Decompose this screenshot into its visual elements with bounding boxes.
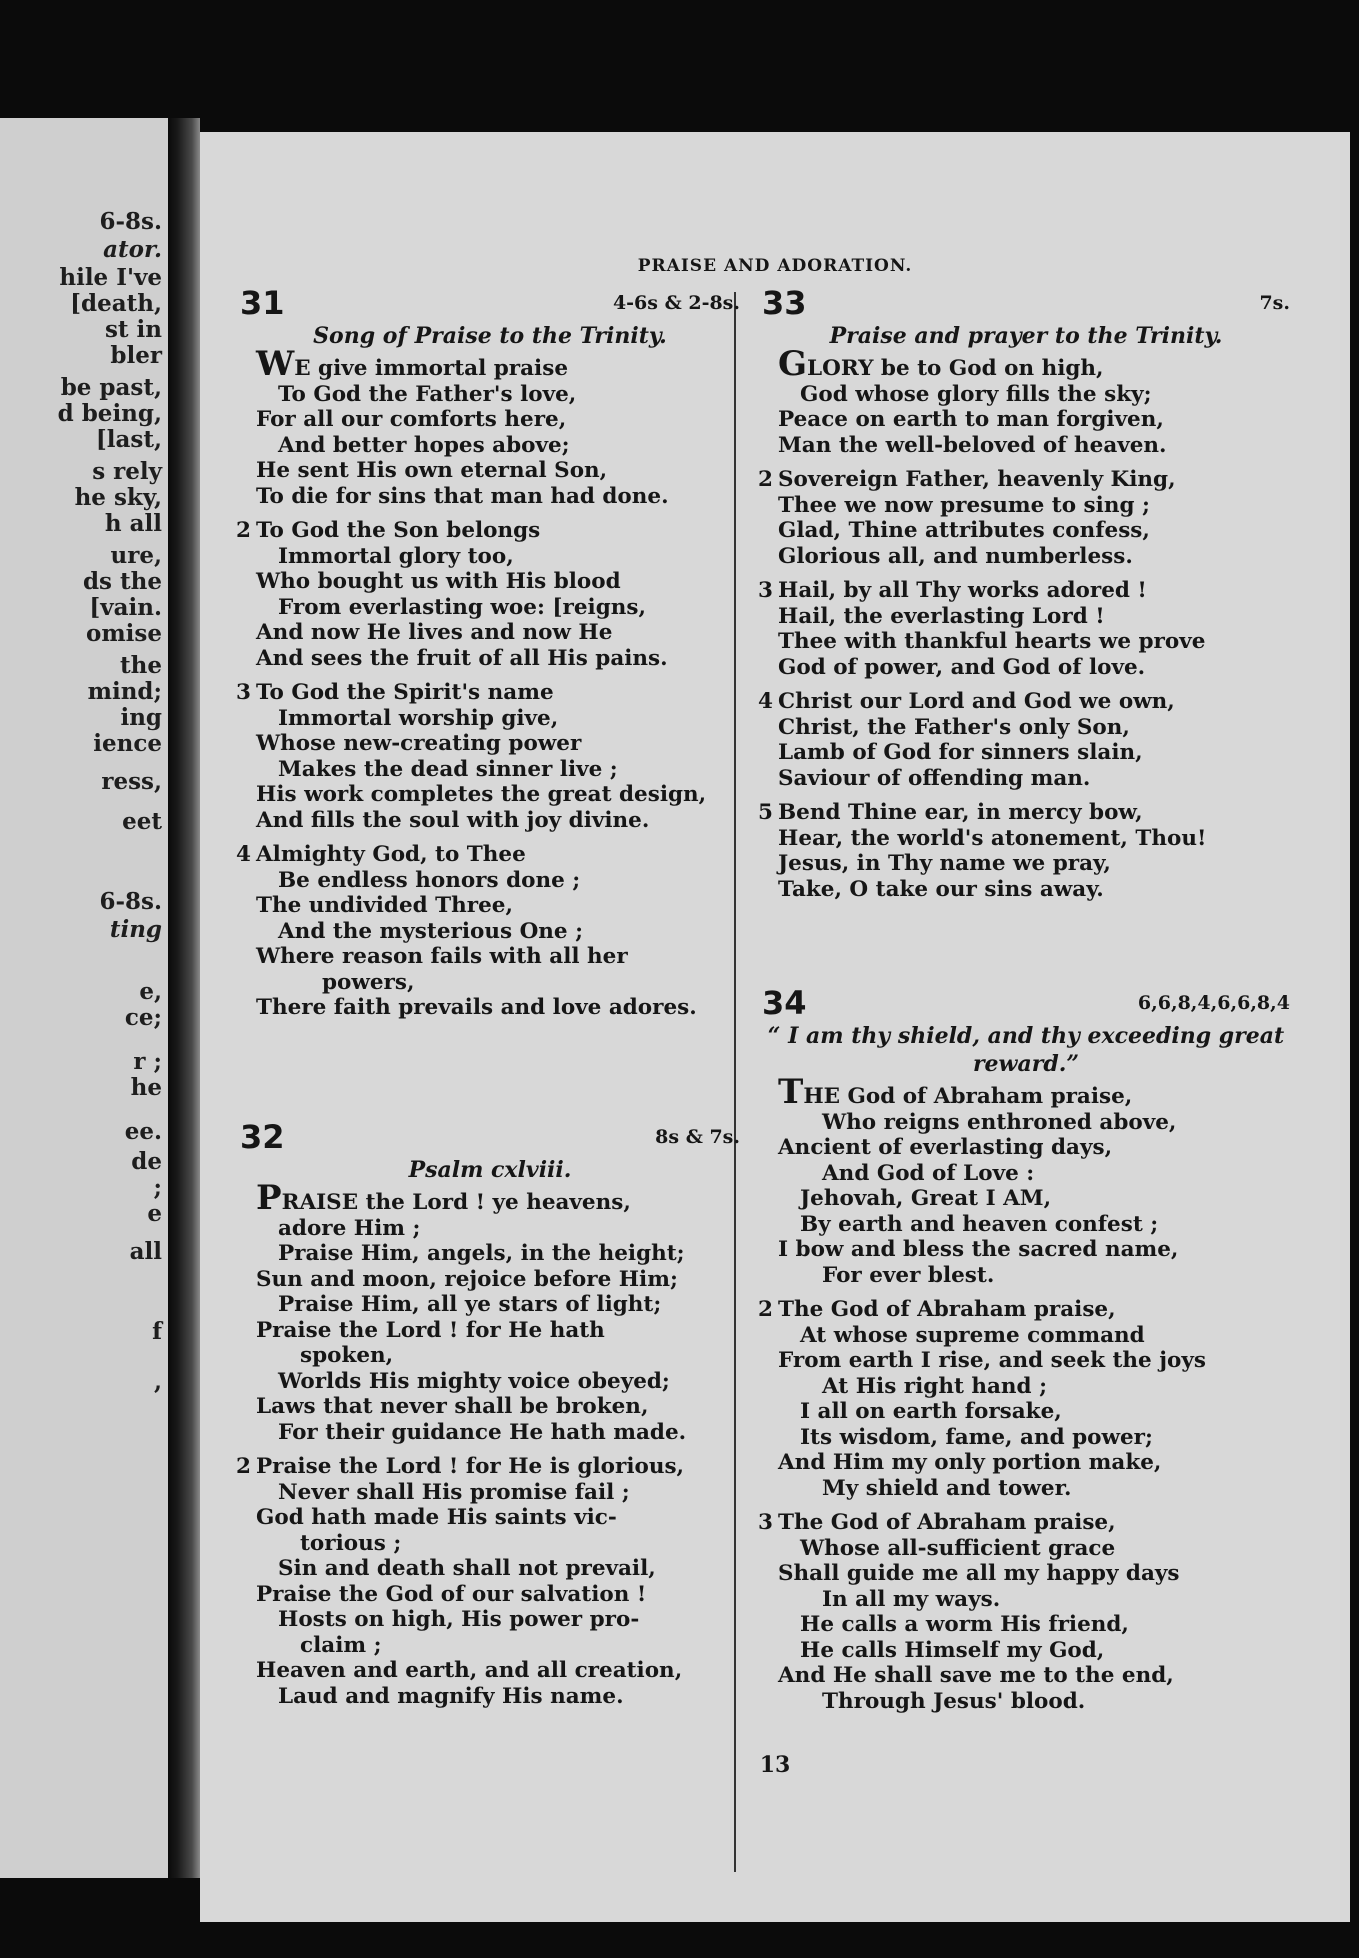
hymn-line <box>240 646 740 672</box>
hymn-line-text: adore Him ; <box>278 1215 421 1241</box>
left-page-text-fragment: ting <box>109 916 162 943</box>
left-page-text-fragment: all <box>129 1238 162 1265</box>
hymn-line-text: And fills the soul with joy divine. <box>256 807 650 833</box>
hymn-31 <box>236 284 740 1030</box>
hymn-line-text: To God the Spirit's name <box>256 680 554 705</box>
drop-capital: P <box>256 1178 282 1218</box>
hymn-line-text: Immortal worship give, <box>278 705 559 731</box>
hymn-line <box>240 757 740 783</box>
hymn-line <box>240 970 740 996</box>
hymn-line <box>762 544 1290 570</box>
hymn-line <box>762 1425 1290 1451</box>
hymn-line <box>240 569 740 595</box>
left-page-text-fragment: s rely <box>92 458 162 485</box>
hymn-line-text: And better hopes above; <box>278 432 570 458</box>
left-page-text-fragment: [death, <box>70 290 162 317</box>
stanza <box>240 344 740 509</box>
hymn-line-text: By earth and heaven confest ; <box>800 1211 1159 1237</box>
hymn-line-text: claim ; <box>300 1632 382 1658</box>
hymn-meter: 8s & 7s. <box>655 1126 740 1148</box>
hymn-line <box>240 1684 740 1710</box>
hymn-line <box>762 851 1290 877</box>
hymn-line <box>240 1267 740 1293</box>
hymn-line <box>762 1072 1290 1112</box>
hymn-line <box>762 826 1290 852</box>
verse-number: 2 <box>236 518 251 543</box>
hymn-line-text: Praise the Lord ! for He is glorious, <box>256 1454 685 1479</box>
hymn-line-text: For their guidance He hath made. <box>278 1419 687 1445</box>
left-page-text-fragment: he sky, <box>74 484 162 511</box>
hymn-line <box>240 1343 740 1369</box>
hymn-line-text: Thee we now presume to sing ; <box>778 492 1150 518</box>
hymn-line <box>758 800 1290 826</box>
hymn-line <box>240 458 740 484</box>
hymn-line <box>762 1348 1290 1374</box>
adjacent-page-fragment <box>0 118 168 1878</box>
hymn-header <box>762 284 1290 320</box>
hymn-line-text: Hear, the world's atonement, Thou! <box>778 825 1207 851</box>
hymn-line <box>762 1612 1290 1638</box>
hymn-line <box>762 1186 1290 1212</box>
hymn-line-text: Praise Him, angels, in the height; <box>278 1241 685 1266</box>
left-page-text-fragment: ee. <box>124 1118 162 1145</box>
hymn-line <box>762 493 1290 519</box>
verse-number: 2 <box>758 1297 773 1322</box>
hymn-line-text: My shield and tower. <box>822 1475 1072 1501</box>
hymn-line-text: He calls a worm His friend, <box>800 1612 1129 1637</box>
left-page-text-fragment: mind; <box>87 678 162 705</box>
hymn-line <box>240 1556 740 1582</box>
hymn-line <box>240 595 740 621</box>
hymn-line-text: Heaven and earth, and all creation, <box>256 1658 683 1683</box>
hymn-line <box>240 1369 740 1395</box>
hymn-header <box>762 984 1290 1020</box>
verse-number: 4 <box>758 689 773 714</box>
hymn-line-text: powers, <box>322 969 415 995</box>
hymn-line-text: Laud and magnify His name. <box>278 1683 624 1709</box>
hymn-line <box>762 518 1290 544</box>
verse-number: 3 <box>758 1510 773 1535</box>
hymn-line-text: Saviour of offending man. <box>778 765 1091 791</box>
left-page-text-fragment: 6-8s. <box>99 208 162 235</box>
hymn-line-text: Whose new-creating power <box>256 731 582 756</box>
hymn-line-text: Glorious all, and numberless. <box>778 543 1133 569</box>
left-page-text-fragment: omise <box>86 620 162 647</box>
hymn-line <box>240 1658 740 1684</box>
hymn-line-text: Hail, by all Thy works adored ! <box>778 578 1147 603</box>
hymn-line-text: To God the Son belongs <box>256 518 541 543</box>
hymn-line <box>240 1480 740 1506</box>
left-page-text-fragment: ing <box>120 704 162 731</box>
hymn-line <box>762 1476 1290 1502</box>
hymn-line <box>236 842 740 868</box>
drop-capital: T <box>778 1072 804 1112</box>
hymn-line <box>762 1399 1290 1425</box>
hymn-meter: 7s. <box>1259 292 1290 314</box>
hymn-line-text: At whose supreme command <box>800 1322 1145 1348</box>
hymn-line-text: Glad, Thine attributes confess, <box>778 518 1150 543</box>
hymn-line-text: Christ our Lord and God we own, <box>778 689 1175 714</box>
hymn-line <box>762 1323 1290 1349</box>
hymn-number: 32 <box>240 1118 285 1156</box>
hymn-line-text: To God the Father's love, <box>278 381 577 407</box>
hymn-line-text: I all on earth forsake, <box>800 1399 1062 1424</box>
hymn-line-text: Almighty God, to Thee <box>256 842 526 867</box>
hymn-32 <box>236 1118 740 1718</box>
hymn-line-text: His work completes the great design, <box>256 782 707 807</box>
verse-number: 2 <box>236 1454 251 1479</box>
stanza <box>758 800 1290 902</box>
left-page-text-fragment: the <box>120 652 162 679</box>
hymn-header <box>240 1118 740 1154</box>
verse-number: 5 <box>758 800 773 825</box>
hymn-number: 33 <box>762 284 807 322</box>
left-page-text-fragment: r ; <box>133 1048 162 1075</box>
hymn-line <box>240 1241 740 1267</box>
hymn-line-text: In all my ways. <box>822 1586 1001 1612</box>
hymn-line <box>240 1394 740 1420</box>
hymn-line <box>240 893 740 919</box>
hymn-line <box>240 1178 740 1218</box>
hymn-title: “ I am thy shield, and thy exceeding great reward.” <box>767 1023 1285 1077</box>
hymn-line-text: Laws that never shall be broken, <box>256 1394 649 1419</box>
left-page-text-fragment: bler <box>110 342 162 369</box>
hymn-line-text: Hail, the everlasting Lord ! <box>778 603 1105 629</box>
hymn-line <box>762 740 1290 766</box>
left-page-text-fragment: ; <box>153 1174 162 1201</box>
hymn-line <box>762 1135 1290 1161</box>
hymn-line <box>762 1638 1290 1664</box>
hymn-line <box>240 382 740 408</box>
hymn-line-text: LORY be to God on high, <box>807 356 1104 381</box>
hymn-line-text: And sees the fruit of all His pains. <box>256 645 668 671</box>
hymn-33 <box>758 284 1290 911</box>
hymn-line <box>762 629 1290 655</box>
hymn-line-text: Who reigns enthroned above, <box>822 1109 1177 1135</box>
hymn-line-text: God whose glory fills the sky; <box>800 381 1152 407</box>
hymn-line-text: Jehovah, Great I AM, <box>800 1186 1052 1211</box>
hymn-line <box>762 433 1290 459</box>
hymn-line-text: Sin and death shall not prevail, <box>278 1556 656 1581</box>
hymn-line <box>762 344 1290 384</box>
left-page-text-fragment: ds the <box>82 568 162 595</box>
hymn-line-text: From earth I rise, and seek the joys <box>778 1348 1206 1373</box>
hymn-line <box>758 689 1290 715</box>
hymn-meter: 6,6,8,4,6,6,8,4 <box>1137 992 1290 1014</box>
hymn-line-text: And now He lives and now He <box>256 620 613 645</box>
hymn-line <box>762 1263 1290 1289</box>
hymn-line-text: Sun and moon, rejoice before Him; <box>256 1266 678 1292</box>
hymn-line-text: Sovereign Father, heavenly King, <box>778 467 1176 492</box>
hymn-line-text: And God of Love : <box>822 1160 1035 1186</box>
hymn-line-text: Where reason fails with all her <box>256 944 628 969</box>
hymn-line-text: The God of Abraham praise, <box>778 1510 1116 1535</box>
hymn-line-text: God hath made His saints vic- <box>256 1505 617 1530</box>
hymn-line <box>762 1561 1290 1587</box>
hymn-line-text: torious ; <box>300 1530 402 1556</box>
hymn-line-text: He calls Himself my God, <box>800 1637 1105 1663</box>
hymn-line <box>758 1297 1290 1323</box>
hymn-number: 34 <box>762 984 807 1022</box>
hymn-number: 31 <box>240 284 285 322</box>
left-page-text-fragment: de <box>131 1148 162 1175</box>
hymn-line-text: Ancient of everlasting days, <box>778 1135 1113 1160</box>
left-page-text-fragment: ce; <box>124 1004 162 1031</box>
hymn-title: Praise and prayer to the Trinity. <box>829 323 1223 349</box>
hymn-line <box>762 1212 1290 1238</box>
hymn-meter: 4-6s & 2-8s. <box>612 292 740 314</box>
hymn-line <box>240 1633 740 1659</box>
hymn-line-text: Praise Him, all ye stars of light; <box>278 1292 662 1317</box>
left-page-text-fragment: he <box>130 1074 162 1101</box>
hymn-line <box>762 1663 1290 1689</box>
hymn-line <box>240 868 740 894</box>
hymn-line <box>240 1292 740 1318</box>
hymn-line <box>762 1161 1290 1187</box>
hymn-line <box>240 1531 740 1557</box>
hymn-line-text: And the mysterious One ; <box>278 918 584 944</box>
hymn-line-text: Its wisdom, fame, and power; <box>800 1424 1153 1450</box>
stanza <box>758 1297 1290 1501</box>
stanza <box>758 578 1290 680</box>
hymn-line-text: For all our comforts here, <box>256 407 567 432</box>
hymn-line-text: Peace on earth to man forgiven, <box>778 407 1164 432</box>
hymn-line-text: From everlasting woe: [reigns, <box>278 594 646 620</box>
hymn-line-text: Praise the Lord ! for He hath <box>256 1317 605 1343</box>
left-page-text-fragment: ator. <box>103 236 162 263</box>
hymn-line-text: E give immortal praise <box>294 356 569 381</box>
hymn-line-text: Worlds His mighty voice obeyed; <box>278 1368 670 1394</box>
page-number: 13 <box>759 1752 791 1778</box>
hymn-line <box>240 995 740 1021</box>
hymn-line <box>762 1689 1290 1715</box>
hymn-line <box>240 944 740 970</box>
hymn-line-text: Who bought us with His blood <box>256 569 621 594</box>
hymn-line <box>762 715 1290 741</box>
left-page-text-fragment: eet <box>122 808 162 835</box>
stanza <box>236 1454 740 1709</box>
hymn-line <box>758 1510 1290 1536</box>
hymn-line <box>762 1374 1290 1400</box>
hymn-line <box>240 620 740 646</box>
hymn-line-text: And He shall save me to the end, <box>778 1663 1174 1688</box>
left-page-text-fragment: ress, <box>101 768 162 795</box>
running-head: PRAISE AND ADORATION. <box>637 256 913 276</box>
left-page-text-fragment: 6-8s. <box>99 888 162 915</box>
stanza <box>240 1178 740 1445</box>
left-page-text-fragment: ience <box>93 730 162 757</box>
hymn-line <box>240 1318 740 1344</box>
hymn-line-text: HE God of Abraham praise, <box>803 1084 1133 1109</box>
hymn-line-text: I bow and bless the sacred name, <box>778 1237 1179 1262</box>
hymn-line-text: He sent His own eternal Son, <box>256 458 608 483</box>
hymn-line <box>762 1237 1290 1263</box>
left-page-text-fragment: e <box>147 1200 162 1227</box>
hymnal-page <box>200 132 1350 1922</box>
left-page-text-fragment: [vain. <box>89 594 162 621</box>
hymn-line <box>240 344 740 384</box>
hymn-line-text: Be endless honors done ; <box>278 867 581 893</box>
hymn-title: Song of Praise to the Trinity. <box>313 323 667 349</box>
hymn-line <box>762 382 1290 408</box>
hymn-line <box>762 1110 1290 1136</box>
hymn-line-text: Thee with thankful hearts we prove <box>778 629 1206 654</box>
hymn-line <box>762 655 1290 681</box>
hymn-line <box>762 877 1290 903</box>
left-page-text-fragment: [last, <box>95 426 162 453</box>
hymn-line <box>758 467 1290 493</box>
book-spine <box>168 118 200 1878</box>
hymn-line-text: Take, O take our sins away. <box>778 876 1104 902</box>
left-page-text-fragment: f <box>152 1318 162 1345</box>
hymn-line <box>236 680 740 706</box>
left-page-text-fragment: ure, <box>110 542 162 569</box>
hymn-title: Psalm cxlviii. <box>408 1157 572 1183</box>
hymn-line <box>240 706 740 732</box>
hymn-line <box>762 1450 1290 1476</box>
hymn-line <box>240 433 740 459</box>
stanza <box>762 1072 1290 1288</box>
hymn-line <box>240 1505 740 1531</box>
stanza <box>758 1510 1290 1714</box>
left-page-text-fragment: e, <box>139 978 162 1005</box>
hymn-line <box>240 544 740 570</box>
hymn-line-text: spoken, <box>300 1343 394 1368</box>
hymn-line-text: Through Jesus' blood. <box>822 1688 1086 1714</box>
hymn-line <box>236 518 740 544</box>
verse-number: 4 <box>236 842 251 867</box>
hymn-line-text: RAISE the Lord ! ye heavens, <box>281 1190 631 1215</box>
hymn-line-text: Lamb of God for sinners slain, <box>778 740 1143 765</box>
hymn-line <box>762 1536 1290 1562</box>
hymn-line-text: At His right hand ; <box>822 1373 1048 1399</box>
hymn-line-text: The undivided Three, <box>256 893 513 918</box>
hymn-line-text: To die for sins that man had done. <box>256 483 669 509</box>
drop-capital: W <box>256 344 295 384</box>
hymn-line-text: Immortal glory too, <box>278 543 514 569</box>
left-page-text-fragment: be past, <box>60 374 162 401</box>
hymn-line-text: Hosts on high, His power pro- <box>278 1607 640 1632</box>
hymn-line <box>240 1607 740 1633</box>
hymn-line-text: Whose all-sufficient grace <box>800 1535 1116 1561</box>
hymn-line <box>758 578 1290 604</box>
hymn-line-text: Jesus, in Thy name we pray, <box>778 851 1111 876</box>
hymn-line <box>240 407 740 433</box>
hymn-line <box>762 766 1290 792</box>
verse-number: 3 <box>758 578 773 603</box>
verse-number: 3 <box>236 680 251 705</box>
hymn-line-text: The God of Abraham praise, <box>778 1297 1116 1322</box>
hymn-line <box>762 1587 1290 1613</box>
hymn-line-text: Never shall His promise fail ; <box>278 1479 630 1505</box>
hymn-line-text: Praise the God of our salvation ! <box>256 1581 647 1607</box>
hymn-line <box>240 1216 740 1242</box>
left-page-text-fragment: d being, <box>57 400 162 427</box>
left-page-text-fragment: , <box>153 1368 162 1395</box>
hymn-line-text: Christ, the Father's only Son, <box>778 714 1130 740</box>
hymn-line <box>240 731 740 757</box>
hymn-line <box>240 484 740 510</box>
stanza <box>762 344 1290 458</box>
stanza <box>236 842 740 1021</box>
drop-capital: G <box>778 344 808 384</box>
stanza <box>758 689 1290 791</box>
hymn-line <box>762 407 1290 433</box>
stanza <box>236 680 740 833</box>
stanza <box>758 467 1290 569</box>
hymn-line-text: God of power, and God of love. <box>778 654 1146 680</box>
hymn-line-text: Makes the dead sinner live ; <box>278 756 618 782</box>
left-page-text-fragment: hile I've <box>59 264 162 291</box>
hymn-header <box>240 284 740 320</box>
hymn-line-text: For ever blest. <box>822 1262 995 1288</box>
hymn-line <box>240 808 740 834</box>
hymn-line-text: And Him my only portion make, <box>778 1450 1162 1475</box>
hymn-line-text: There faith prevails and love adores. <box>256 995 697 1020</box>
hymn-line-text: Bend Thine ear, in mercy bow, <box>778 800 1143 825</box>
hymn-34 <box>758 984 1290 1723</box>
stanza <box>236 518 740 671</box>
hymn-line <box>236 1454 740 1480</box>
left-page-text-fragment: st in <box>104 316 162 343</box>
hymn-line <box>240 1582 740 1608</box>
hymn-line-text: Man the well-beloved of heaven. <box>778 432 1167 458</box>
left-page-text-fragment: h all <box>104 510 162 537</box>
verse-number: 2 <box>758 467 773 492</box>
hymn-line <box>240 782 740 808</box>
hymn-line <box>762 604 1290 630</box>
hymn-line <box>240 1420 740 1446</box>
hymn-line <box>240 919 740 945</box>
hymn-line-text: Shall guide me all my happy days <box>778 1561 1180 1586</box>
